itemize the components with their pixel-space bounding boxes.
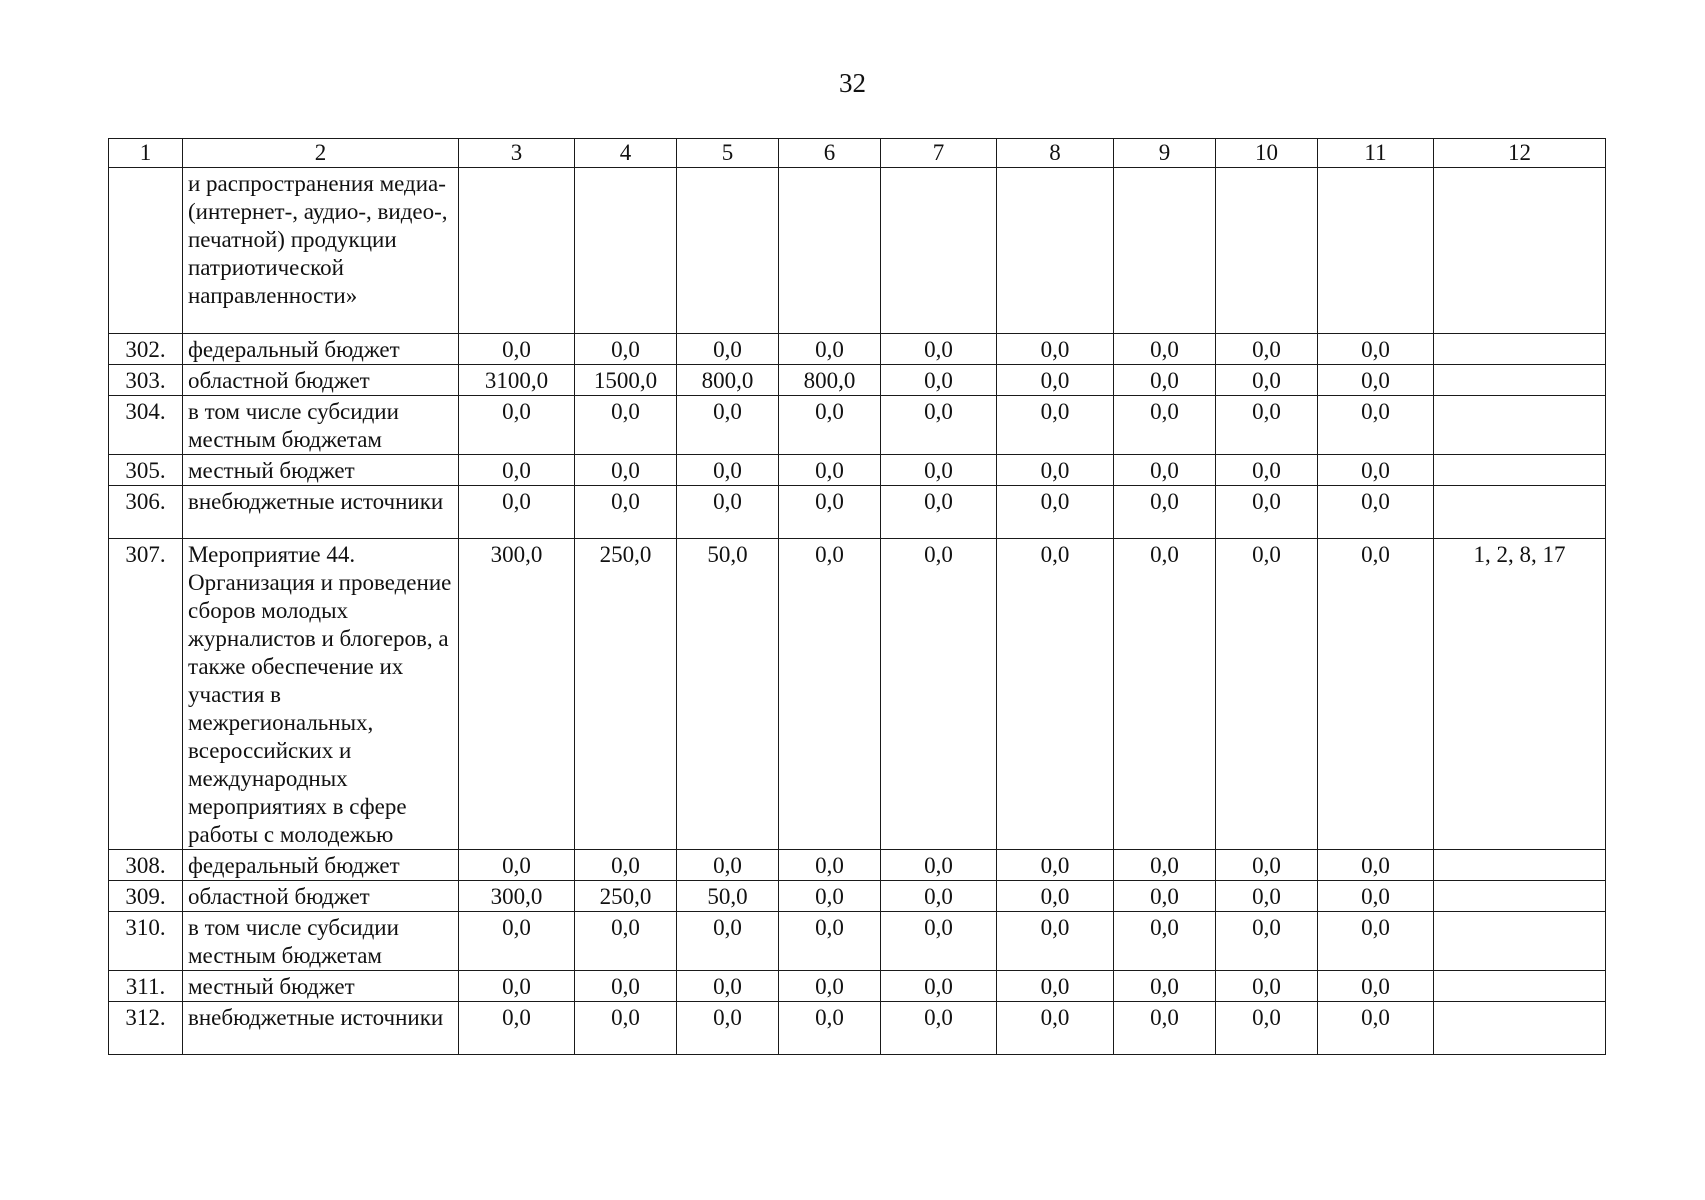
value-cell: 0,0 <box>779 396 881 455</box>
value-cell <box>677 168 779 334</box>
row-name: федеральный бюджет <box>183 850 459 881</box>
indicator-refs <box>1434 334 1606 365</box>
row-name: Мероприятие 44. Организация и проведение сборов молодых журналистов и блогеров, а также обеспечение их участия в межрегиональных, всероссийских и международных мероприятиях в сфере работы с молодежью <box>183 539 459 850</box>
budget-table <box>108 138 1606 1055</box>
column-header: 4 <box>575 139 677 168</box>
table-row <box>109 912 1606 971</box>
value-cell: 0,0 <box>779 334 881 365</box>
row-number: 305. <box>109 455 183 486</box>
value-cell: 0,0 <box>1318 455 1434 486</box>
value-cell: 0,0 <box>779 850 881 881</box>
value-cell: 0,0 <box>1114 1002 1216 1055</box>
value-cell: 0,0 <box>1216 1002 1318 1055</box>
value-cell: 300,0 <box>459 881 575 912</box>
value-cell: 0,0 <box>881 539 997 850</box>
value-cell: 0,0 <box>677 455 779 486</box>
value-cell: 0,0 <box>575 850 677 881</box>
value-cell: 0,0 <box>1318 881 1434 912</box>
value-cell: 0,0 <box>881 971 997 1002</box>
value-cell: 0,0 <box>881 396 997 455</box>
value-cell: 50,0 <box>677 539 779 850</box>
column-header: 11 <box>1318 139 1434 168</box>
table-row <box>109 971 1606 1002</box>
value-cell: 0,0 <box>881 881 997 912</box>
value-cell: 0,0 <box>459 334 575 365</box>
column-header: 9 <box>1114 139 1216 168</box>
value-cell: 0,0 <box>1318 912 1434 971</box>
value-cell: 0,0 <box>677 486 779 539</box>
row-name: местный бюджет <box>183 455 459 486</box>
value-cell: 0,0 <box>459 486 575 539</box>
indicator-refs <box>1434 850 1606 881</box>
value-cell: 0,0 <box>459 971 575 1002</box>
value-cell <box>1114 168 1216 334</box>
value-cell: 0,0 <box>779 455 881 486</box>
column-header: 8 <box>997 139 1114 168</box>
value-cell: 0,0 <box>575 455 677 486</box>
value-cell: 0,0 <box>459 396 575 455</box>
value-cell <box>575 168 677 334</box>
value-cell: 0,0 <box>1114 539 1216 850</box>
value-cell: 0,0 <box>1216 486 1318 539</box>
value-cell: 0,0 <box>997 486 1114 539</box>
value-cell: 0,0 <box>1318 486 1434 539</box>
row-name: в том числе субсидии местным бюджетам <box>183 396 459 455</box>
value-cell: 0,0 <box>997 396 1114 455</box>
value-cell: 0,0 <box>459 850 575 881</box>
value-cell: 0,0 <box>1216 365 1318 396</box>
value-cell: 0,0 <box>1114 396 1216 455</box>
value-cell: 0,0 <box>1114 486 1216 539</box>
value-cell <box>997 168 1114 334</box>
value-cell: 0,0 <box>1318 539 1434 850</box>
value-cell: 0,0 <box>1216 971 1318 1002</box>
indicator-refs <box>1434 912 1606 971</box>
value-cell: 0,0 <box>459 455 575 486</box>
value-cell: 0,0 <box>997 850 1114 881</box>
value-cell: 0,0 <box>1216 850 1318 881</box>
indicator-refs <box>1434 396 1606 455</box>
value-cell: 0,0 <box>881 1002 997 1055</box>
value-cell: 0,0 <box>881 912 997 971</box>
column-header: 3 <box>459 139 575 168</box>
table-row <box>109 334 1606 365</box>
value-cell: 0,0 <box>997 334 1114 365</box>
table-row <box>109 455 1606 486</box>
value-cell: 0,0 <box>1318 334 1434 365</box>
value-cell: 800,0 <box>677 365 779 396</box>
value-cell: 50,0 <box>677 881 779 912</box>
value-cell: 0,0 <box>779 486 881 539</box>
value-cell: 250,0 <box>575 881 677 912</box>
value-cell: 0,0 <box>1114 881 1216 912</box>
row-name: федеральный бюджет <box>183 334 459 365</box>
value-cell: 0,0 <box>575 971 677 1002</box>
value-cell <box>459 168 575 334</box>
value-cell: 0,0 <box>575 334 677 365</box>
value-cell <box>1216 168 1318 334</box>
column-header: 10 <box>1216 139 1318 168</box>
value-cell: 0,0 <box>1318 971 1434 1002</box>
indicator-refs <box>1434 971 1606 1002</box>
row-name: местный бюджет <box>183 971 459 1002</box>
value-cell: 0,0 <box>881 455 997 486</box>
value-cell: 0,0 <box>1114 365 1216 396</box>
value-cell: 0,0 <box>575 1002 677 1055</box>
row-number: 306. <box>109 486 183 539</box>
indicator-refs <box>1434 1002 1606 1055</box>
column-header: 7 <box>881 139 997 168</box>
value-cell: 0,0 <box>677 850 779 881</box>
value-cell: 1500,0 <box>575 365 677 396</box>
value-cell: 0,0 <box>1216 881 1318 912</box>
row-number: 309. <box>109 881 183 912</box>
value-cell: 0,0 <box>779 539 881 850</box>
value-cell: 0,0 <box>997 881 1114 912</box>
indicator-refs: 1, 2, 8, 17 <box>1434 539 1606 850</box>
column-header: 1 <box>109 139 183 168</box>
row-number: 308. <box>109 850 183 881</box>
row-name: и распространения медиа- (интернет-, аудио-, видео-, печатной) продукции патриотической направленности» <box>183 168 459 334</box>
indicator-refs <box>1434 365 1606 396</box>
value-cell: 0,0 <box>575 396 677 455</box>
value-cell: 0,0 <box>1318 1002 1434 1055</box>
value-cell: 0,0 <box>997 455 1114 486</box>
value-cell: 0,0 <box>677 334 779 365</box>
column-header: 6 <box>779 139 881 168</box>
value-cell: 0,0 <box>1114 912 1216 971</box>
value-cell <box>1318 168 1434 334</box>
row-name: внебюджетные источники <box>183 486 459 539</box>
table-row <box>109 486 1606 539</box>
row-number: 312. <box>109 1002 183 1055</box>
value-cell: 0,0 <box>1216 539 1318 850</box>
value-cell: 0,0 <box>881 365 997 396</box>
table-row <box>109 396 1606 455</box>
table-row <box>109 168 1606 334</box>
indicator-refs <box>1434 486 1606 539</box>
value-cell: 0,0 <box>1114 334 1216 365</box>
value-cell: 250,0 <box>575 539 677 850</box>
table-row <box>109 850 1606 881</box>
column-header: 12 <box>1434 139 1606 168</box>
value-cell: 0,0 <box>1114 455 1216 486</box>
row-number: 307. <box>109 539 183 850</box>
row-number: 310. <box>109 912 183 971</box>
indicator-refs <box>1434 455 1606 486</box>
value-cell: 300,0 <box>459 539 575 850</box>
page-number: 32 <box>839 68 866 98</box>
value-cell: 0,0 <box>1216 912 1318 971</box>
value-cell: 0,0 <box>881 850 997 881</box>
value-cell: 0,0 <box>1318 850 1434 881</box>
row-number: 304. <box>109 396 183 455</box>
value-cell: 0,0 <box>1318 365 1434 396</box>
value-cell: 0,0 <box>881 486 997 539</box>
value-cell: 0,0 <box>459 912 575 971</box>
table-row <box>109 1002 1606 1055</box>
value-cell: 0,0 <box>997 912 1114 971</box>
value-cell: 0,0 <box>459 1002 575 1055</box>
table-row <box>109 881 1606 912</box>
value-cell: 0,0 <box>677 1002 779 1055</box>
value-cell: 3100,0 <box>459 365 575 396</box>
value-cell: 0,0 <box>1216 334 1318 365</box>
value-cell: 0,0 <box>677 971 779 1002</box>
indicator-refs <box>1434 881 1606 912</box>
row-number: 302. <box>109 334 183 365</box>
row-number: 303. <box>109 365 183 396</box>
row-name: внебюджетные источники <box>183 1002 459 1055</box>
column-header: 2 <box>183 139 459 168</box>
value-cell: 800,0 <box>779 365 881 396</box>
row-name: в том числе субсидии местным бюджетам <box>183 912 459 971</box>
value-cell <box>881 168 997 334</box>
value-cell: 0,0 <box>779 971 881 1002</box>
table-row <box>109 365 1606 396</box>
value-cell: 0,0 <box>1216 455 1318 486</box>
header-row <box>109 139 1606 168</box>
value-cell: 0,0 <box>779 1002 881 1055</box>
row-name: областной бюджет <box>183 881 459 912</box>
value-cell: 0,0 <box>997 539 1114 850</box>
row-number: 311. <box>109 971 183 1002</box>
value-cell: 0,0 <box>1114 850 1216 881</box>
value-cell: 0,0 <box>997 1002 1114 1055</box>
value-cell: 0,0 <box>997 971 1114 1002</box>
value-cell <box>779 168 881 334</box>
column-header: 5 <box>677 139 779 168</box>
table-row <box>109 539 1606 850</box>
value-cell: 0,0 <box>1216 396 1318 455</box>
row-number <box>109 168 183 334</box>
value-cell: 0,0 <box>677 912 779 971</box>
indicator-refs <box>1434 168 1606 334</box>
value-cell: 0,0 <box>779 881 881 912</box>
value-cell: 0,0 <box>575 912 677 971</box>
value-cell: 0,0 <box>677 396 779 455</box>
value-cell: 0,0 <box>1318 396 1434 455</box>
value-cell: 0,0 <box>779 912 881 971</box>
value-cell: 0,0 <box>881 334 997 365</box>
value-cell: 0,0 <box>575 486 677 539</box>
value-cell: 0,0 <box>997 365 1114 396</box>
row-name: областной бюджет <box>183 365 459 396</box>
value-cell: 0,0 <box>1114 971 1216 1002</box>
